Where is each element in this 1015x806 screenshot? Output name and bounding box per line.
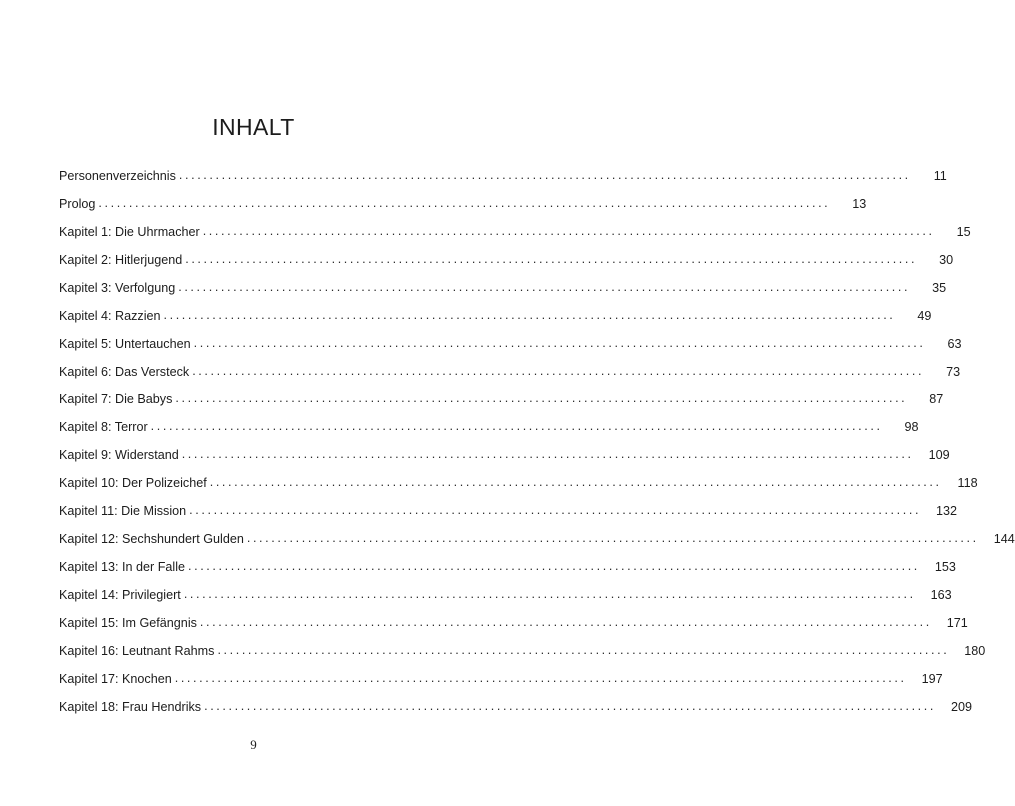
toc-entry-page: 197 bbox=[921, 671, 943, 686]
toc-entry bbox=[59, 386, 944, 414]
toc-entry-page: 49 bbox=[917, 308, 932, 323]
toc-entry bbox=[59, 441, 950, 469]
toc-dot-leader: ........................................................................................................................ bbox=[163, 307, 896, 322]
toc-entry bbox=[59, 162, 947, 190]
toc-entry bbox=[59, 609, 968, 637]
toc-entry bbox=[59, 553, 956, 581]
toc-dot-leader: ........................................................................................................................ bbox=[175, 391, 908, 406]
toc-entry-label: Kapitel 3: Verfolgung bbox=[59, 280, 176, 295]
toc-entry-label: Kapitel 5: Untertauchen bbox=[59, 336, 191, 351]
toc-dot-leader: ........................................................................................................................ bbox=[204, 698, 936, 713]
toc-dot-leader: ........................................................................................................................ bbox=[188, 559, 920, 574]
toc-entry-label: Kapitel 8: Terror bbox=[59, 420, 148, 435]
toc-entry-label: Kapitel 2: Hitlerjugend bbox=[59, 252, 183, 267]
toc-dot-leader: ........................................................................................................................ bbox=[217, 642, 950, 657]
toc-entry-page: 132 bbox=[936, 504, 958, 519]
toc-entry-label: Kapitel 15: Im Gefängnis bbox=[59, 615, 197, 630]
toc-entry bbox=[59, 302, 932, 330]
toc-dot-leader: ........................................................................................................................ bbox=[150, 419, 883, 434]
toc-entry-label: Kapitel 9: Widerstand bbox=[59, 448, 179, 463]
toc-dot-leader: ........................................................................................................................ bbox=[209, 475, 942, 490]
toc-entry-page: 180 bbox=[964, 643, 986, 658]
toc-entry-label: Kapitel 18: Frau Hendriks bbox=[59, 699, 202, 714]
toc-entry-page: 11 bbox=[933, 168, 947, 183]
toc-entry-page: 13 bbox=[852, 196, 867, 211]
toc-dot-leader: ........................................................................................................................ bbox=[199, 614, 932, 629]
toc-entry bbox=[59, 693, 972, 721]
toc-entry bbox=[59, 665, 943, 693]
toc-entry-page: 15 bbox=[956, 224, 971, 239]
toc-entry-page: 118 bbox=[957, 476, 978, 491]
toc-entry bbox=[59, 190, 867, 218]
toc-entry-label: Personenverzeichnis bbox=[59, 168, 176, 183]
toc-entry-label: Kapitel 17: Knochen bbox=[59, 671, 172, 686]
toc-entry bbox=[59, 581, 952, 609]
toc-entry-page: 209 bbox=[950, 699, 972, 714]
toc-entry-label: Kapitel 10: Der Polizeichef bbox=[59, 476, 207, 491]
toc-dot-leader: ........................................................................................................................ bbox=[189, 503, 922, 518]
toc-entry-label: Kapitel 7: Die Babys bbox=[59, 392, 173, 407]
toc-entry bbox=[59, 497, 958, 525]
toc-entry-label: Prolog bbox=[59, 196, 96, 211]
toc-dot-leader: ........................................................................................................................ bbox=[183, 587, 916, 602]
toc-entry bbox=[59, 330, 962, 358]
toc-entry bbox=[59, 358, 961, 386]
toc-entry bbox=[59, 525, 1015, 553]
toc-entry-page: 30 bbox=[939, 252, 954, 267]
table-of-contents bbox=[59, 162, 1015, 721]
toc-entry-page: 144 bbox=[993, 532, 1015, 547]
toc-entry-label: Kapitel 4: Razzien bbox=[59, 308, 161, 323]
toc-dot-leader: ........................................................................................................................ bbox=[178, 279, 911, 294]
toc-entry-page: 163 bbox=[930, 588, 952, 603]
toc-entry bbox=[59, 246, 954, 274]
page-number: 9 bbox=[250, 737, 257, 752]
toc-entry-page: 109 bbox=[928, 448, 950, 463]
toc-dot-leader: ........................................................................................................................ bbox=[98, 195, 831, 210]
toc-entry-page: 63 bbox=[947, 336, 962, 351]
toc-entry bbox=[59, 274, 947, 302]
toc-dot-leader: ........................................................................................................................ bbox=[185, 251, 918, 266]
toc-dot-leader: ........................................................................................................................ bbox=[178, 167, 911, 182]
toc-dot-leader: ........................................................................................................................ bbox=[192, 363, 925, 378]
toc-entry-label: Kapitel 16: Leutnant Rahms bbox=[59, 643, 215, 658]
toc-entry-page: 153 bbox=[934, 560, 956, 575]
toc-entry bbox=[59, 469, 978, 497]
toc-entry-label: Kapitel 12: Sechshundert Gulden bbox=[59, 532, 244, 547]
page-title: INHALT bbox=[212, 114, 295, 141]
toc-entry-label: Kapitel 11: Die Mission bbox=[59, 504, 187, 519]
toc-entry-label: Kapitel 14: Privilegiert bbox=[59, 588, 181, 603]
toc-entry-page: 171 bbox=[946, 615, 968, 630]
toc-entry-label: Kapitel 1: Die Uhrmacher bbox=[59, 224, 200, 239]
toc-entry-page: 73 bbox=[946, 364, 961, 379]
toc-entry-label: Kapitel 6: Das Versteck bbox=[59, 364, 190, 379]
toc-entry-page: 98 bbox=[904, 420, 919, 435]
toc-dot-leader: ........................................................................................................................ bbox=[193, 335, 926, 350]
toc-dot-leader: ........................................................................................................................ bbox=[202, 223, 935, 238]
toc-entry-page: 87 bbox=[929, 392, 944, 407]
toc-dot-leader: ........................................................................................................................ bbox=[246, 531, 979, 546]
toc-entry-label: Kapitel 13: In der Falle bbox=[59, 560, 186, 575]
toc-entry bbox=[59, 637, 986, 665]
toc-entry bbox=[59, 218, 971, 246]
toc-dot-leader: ........................................................................................................................ bbox=[181, 447, 914, 462]
toc-dot-leader: ........................................................................................................................ bbox=[174, 670, 907, 685]
toc-entry-page: 35 bbox=[932, 280, 947, 295]
toc-entry bbox=[59, 413, 919, 441]
